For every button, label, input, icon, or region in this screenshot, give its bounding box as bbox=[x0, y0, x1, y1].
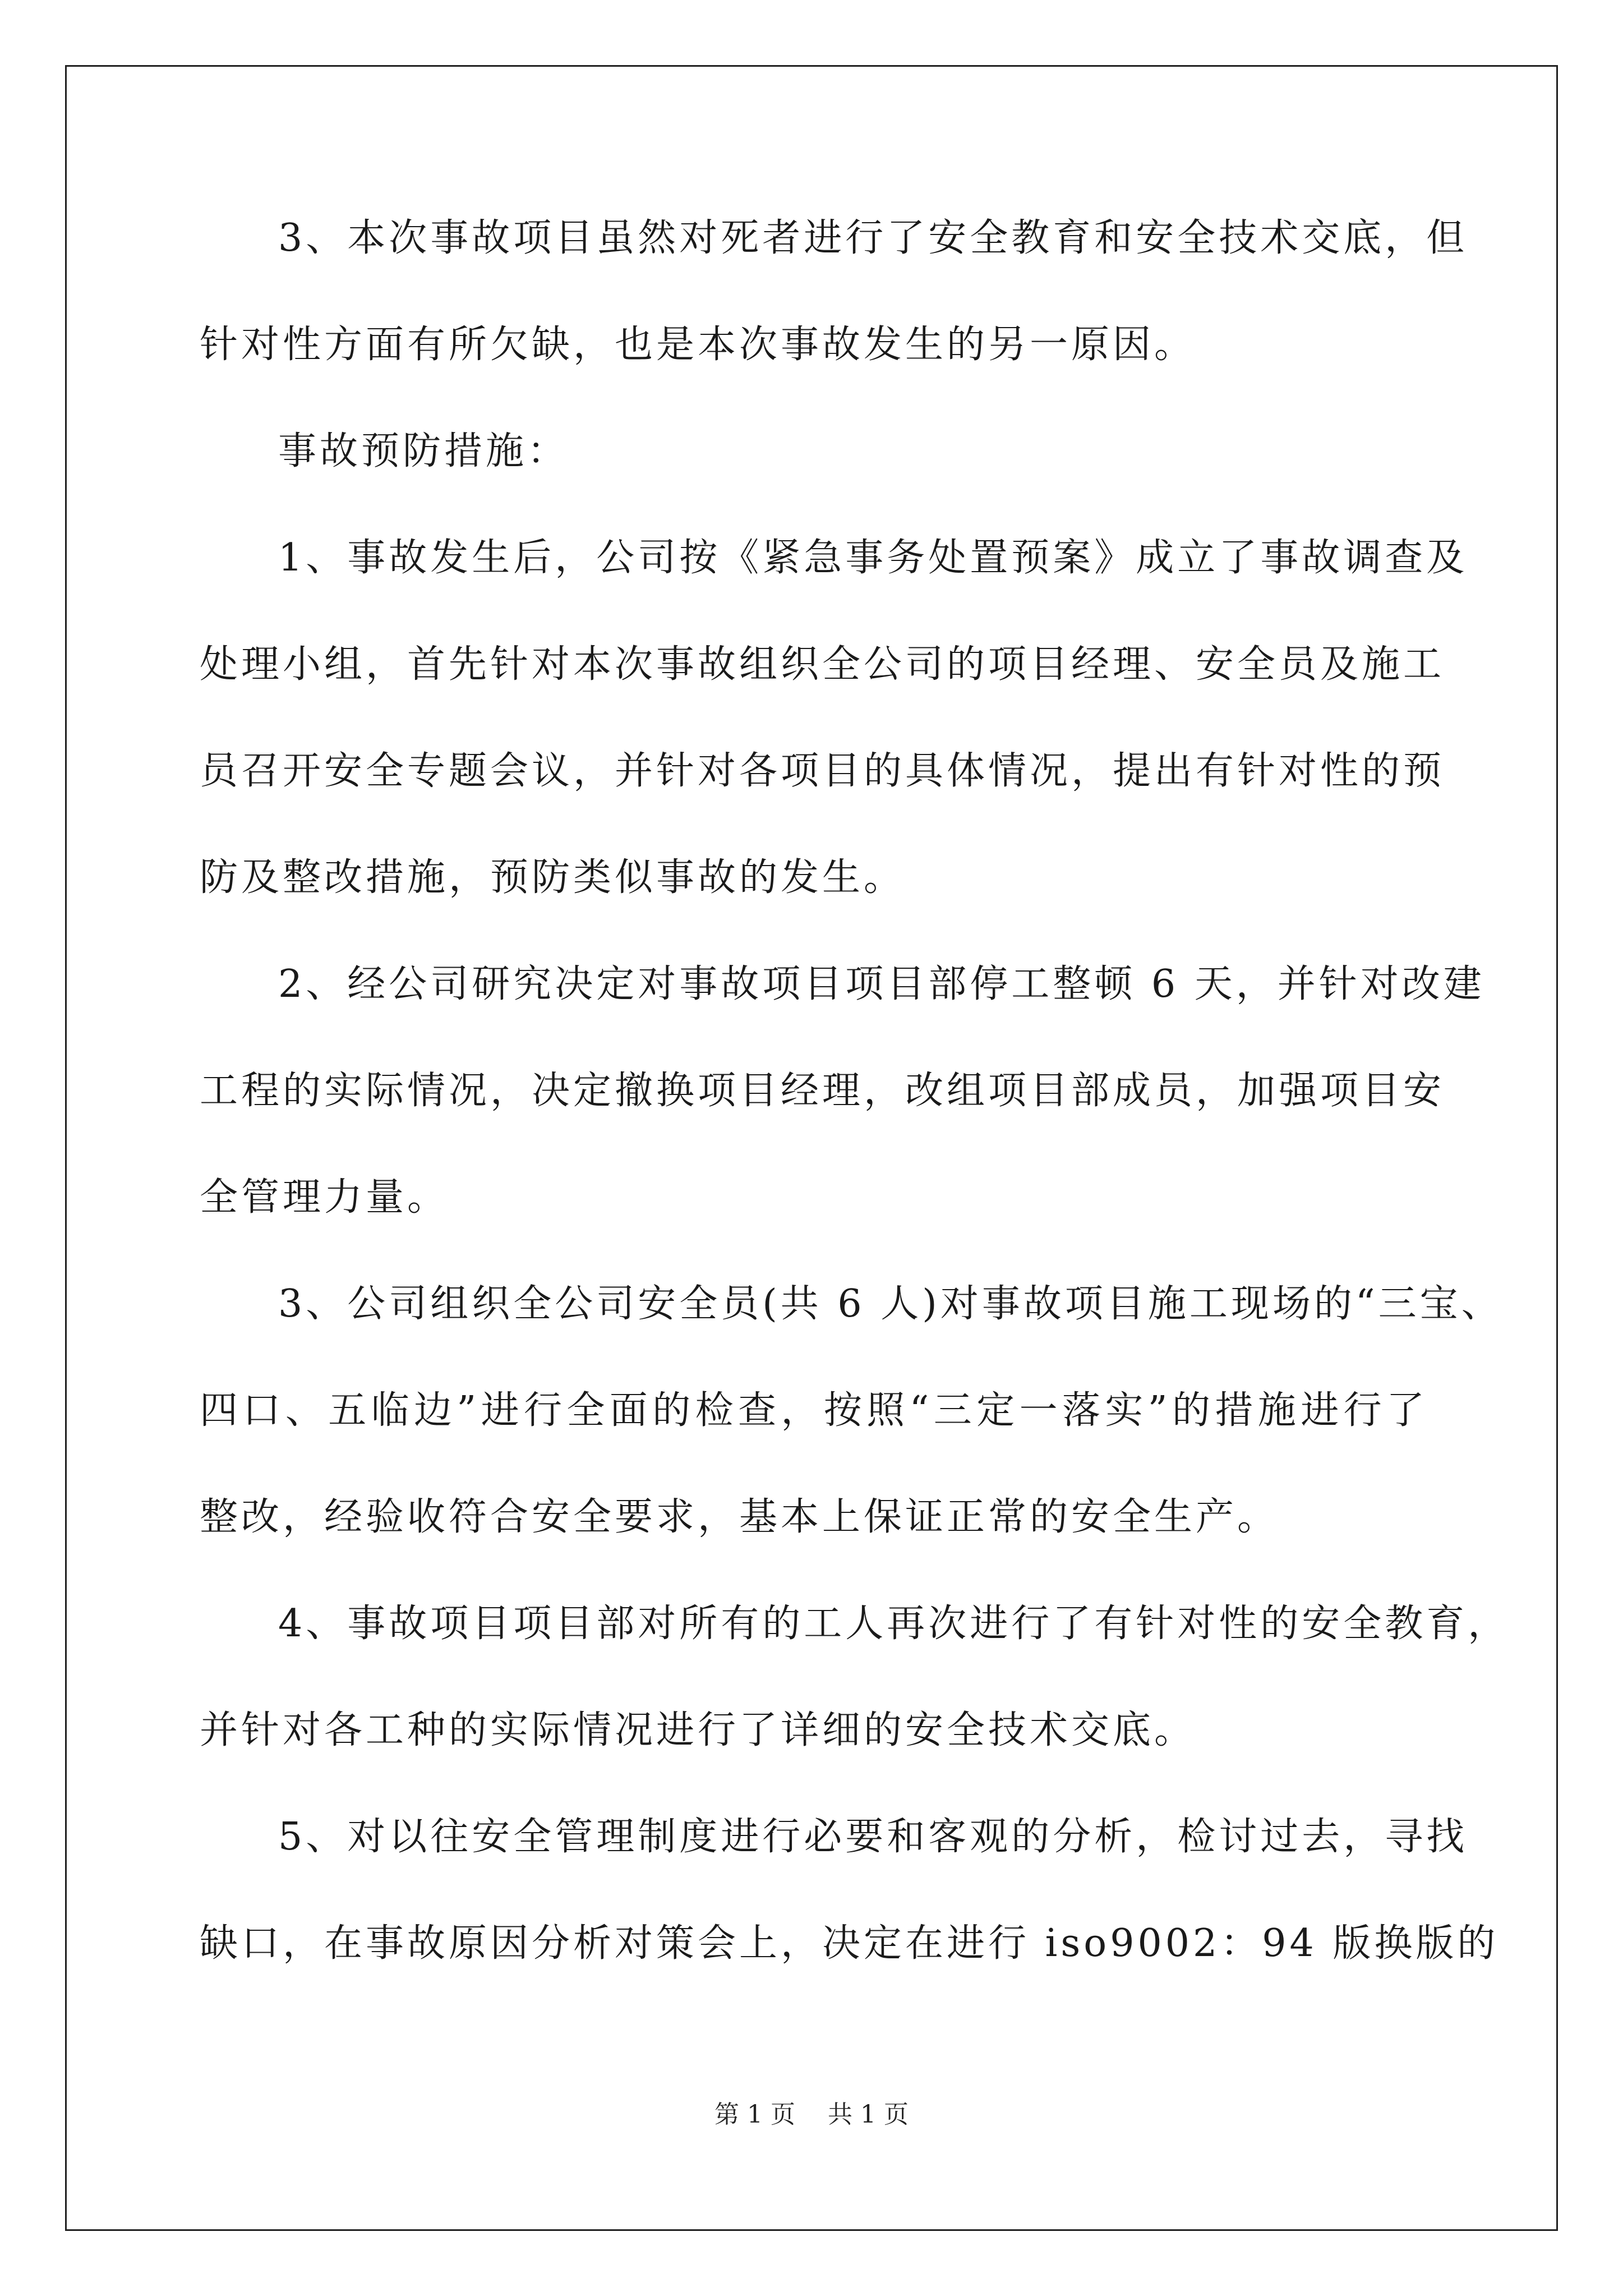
paragraph-line: 1、事故发生后，公司按《紧急事务处置预案》成立了事故调查及 bbox=[278, 536, 1468, 580]
paragraph-line: 四口、五临边”进行全面的检查，按照“三定一落实”的措施进行了 bbox=[200, 1388, 1428, 1433]
paragraph-line: 2、经公司研究决定对事故项目项目部停工整顿 6 天，并针对改建 bbox=[278, 962, 1485, 1006]
paragraph-line: 全管理力量。 bbox=[200, 1175, 449, 1220]
section-heading: 事故预防措施： bbox=[278, 429, 569, 473]
paragraph-line: 防及整改措施，预防类似事故的发生。 bbox=[200, 855, 906, 900]
paragraph-line: 并针对各工种的实际情况进行了详细的安全技术交底。 bbox=[200, 1708, 1196, 1752]
paragraph-line: 缺口，在事故原因分析对策会上，决定在进行 iso9002：94 版换版的 bbox=[200, 1921, 1499, 1966]
page-number-footer: 第 1 页 共 1 页 bbox=[714, 2100, 909, 2129]
paragraph-line: 针对性方面有所欠缺，也是本次事故发生的另一原因。 bbox=[200, 323, 1196, 367]
paragraph-line: 员召开安全专题会议，并针对各项目的具体情况，提出有针对性的预 bbox=[200, 749, 1445, 793]
paragraph-line: 工程的实际情况，决定撤换项目经理，改组项目部成员，加强项目安 bbox=[200, 1069, 1445, 1113]
paragraph-line: 3、公司组织全公司安全员(共 6 人)对事故项目施工现场的“三宝、 bbox=[278, 1282, 1503, 1326]
paragraph-line: 处理小组，首先针对本次事故组织全公司的项目经理、安全员及施工 bbox=[200, 642, 1445, 687]
page-border bbox=[65, 65, 1558, 2231]
paragraph-line: 整改，经验收符合安全要求，基本上保证正常的安全生产。 bbox=[200, 1495, 1279, 1539]
paragraph-line: 5、对以往安全管理制度进行必要和客观的分析，检讨过去，寻找 bbox=[278, 1815, 1468, 1859]
paragraph-line: 4、事故项目项目部对所有的工人再次进行了有针对性的安全教育， bbox=[278, 1602, 1510, 1646]
paragraph-line: 3、本次事故项目虽然对死者进行了安全教育和安全技术交底，但 bbox=[278, 216, 1468, 260]
